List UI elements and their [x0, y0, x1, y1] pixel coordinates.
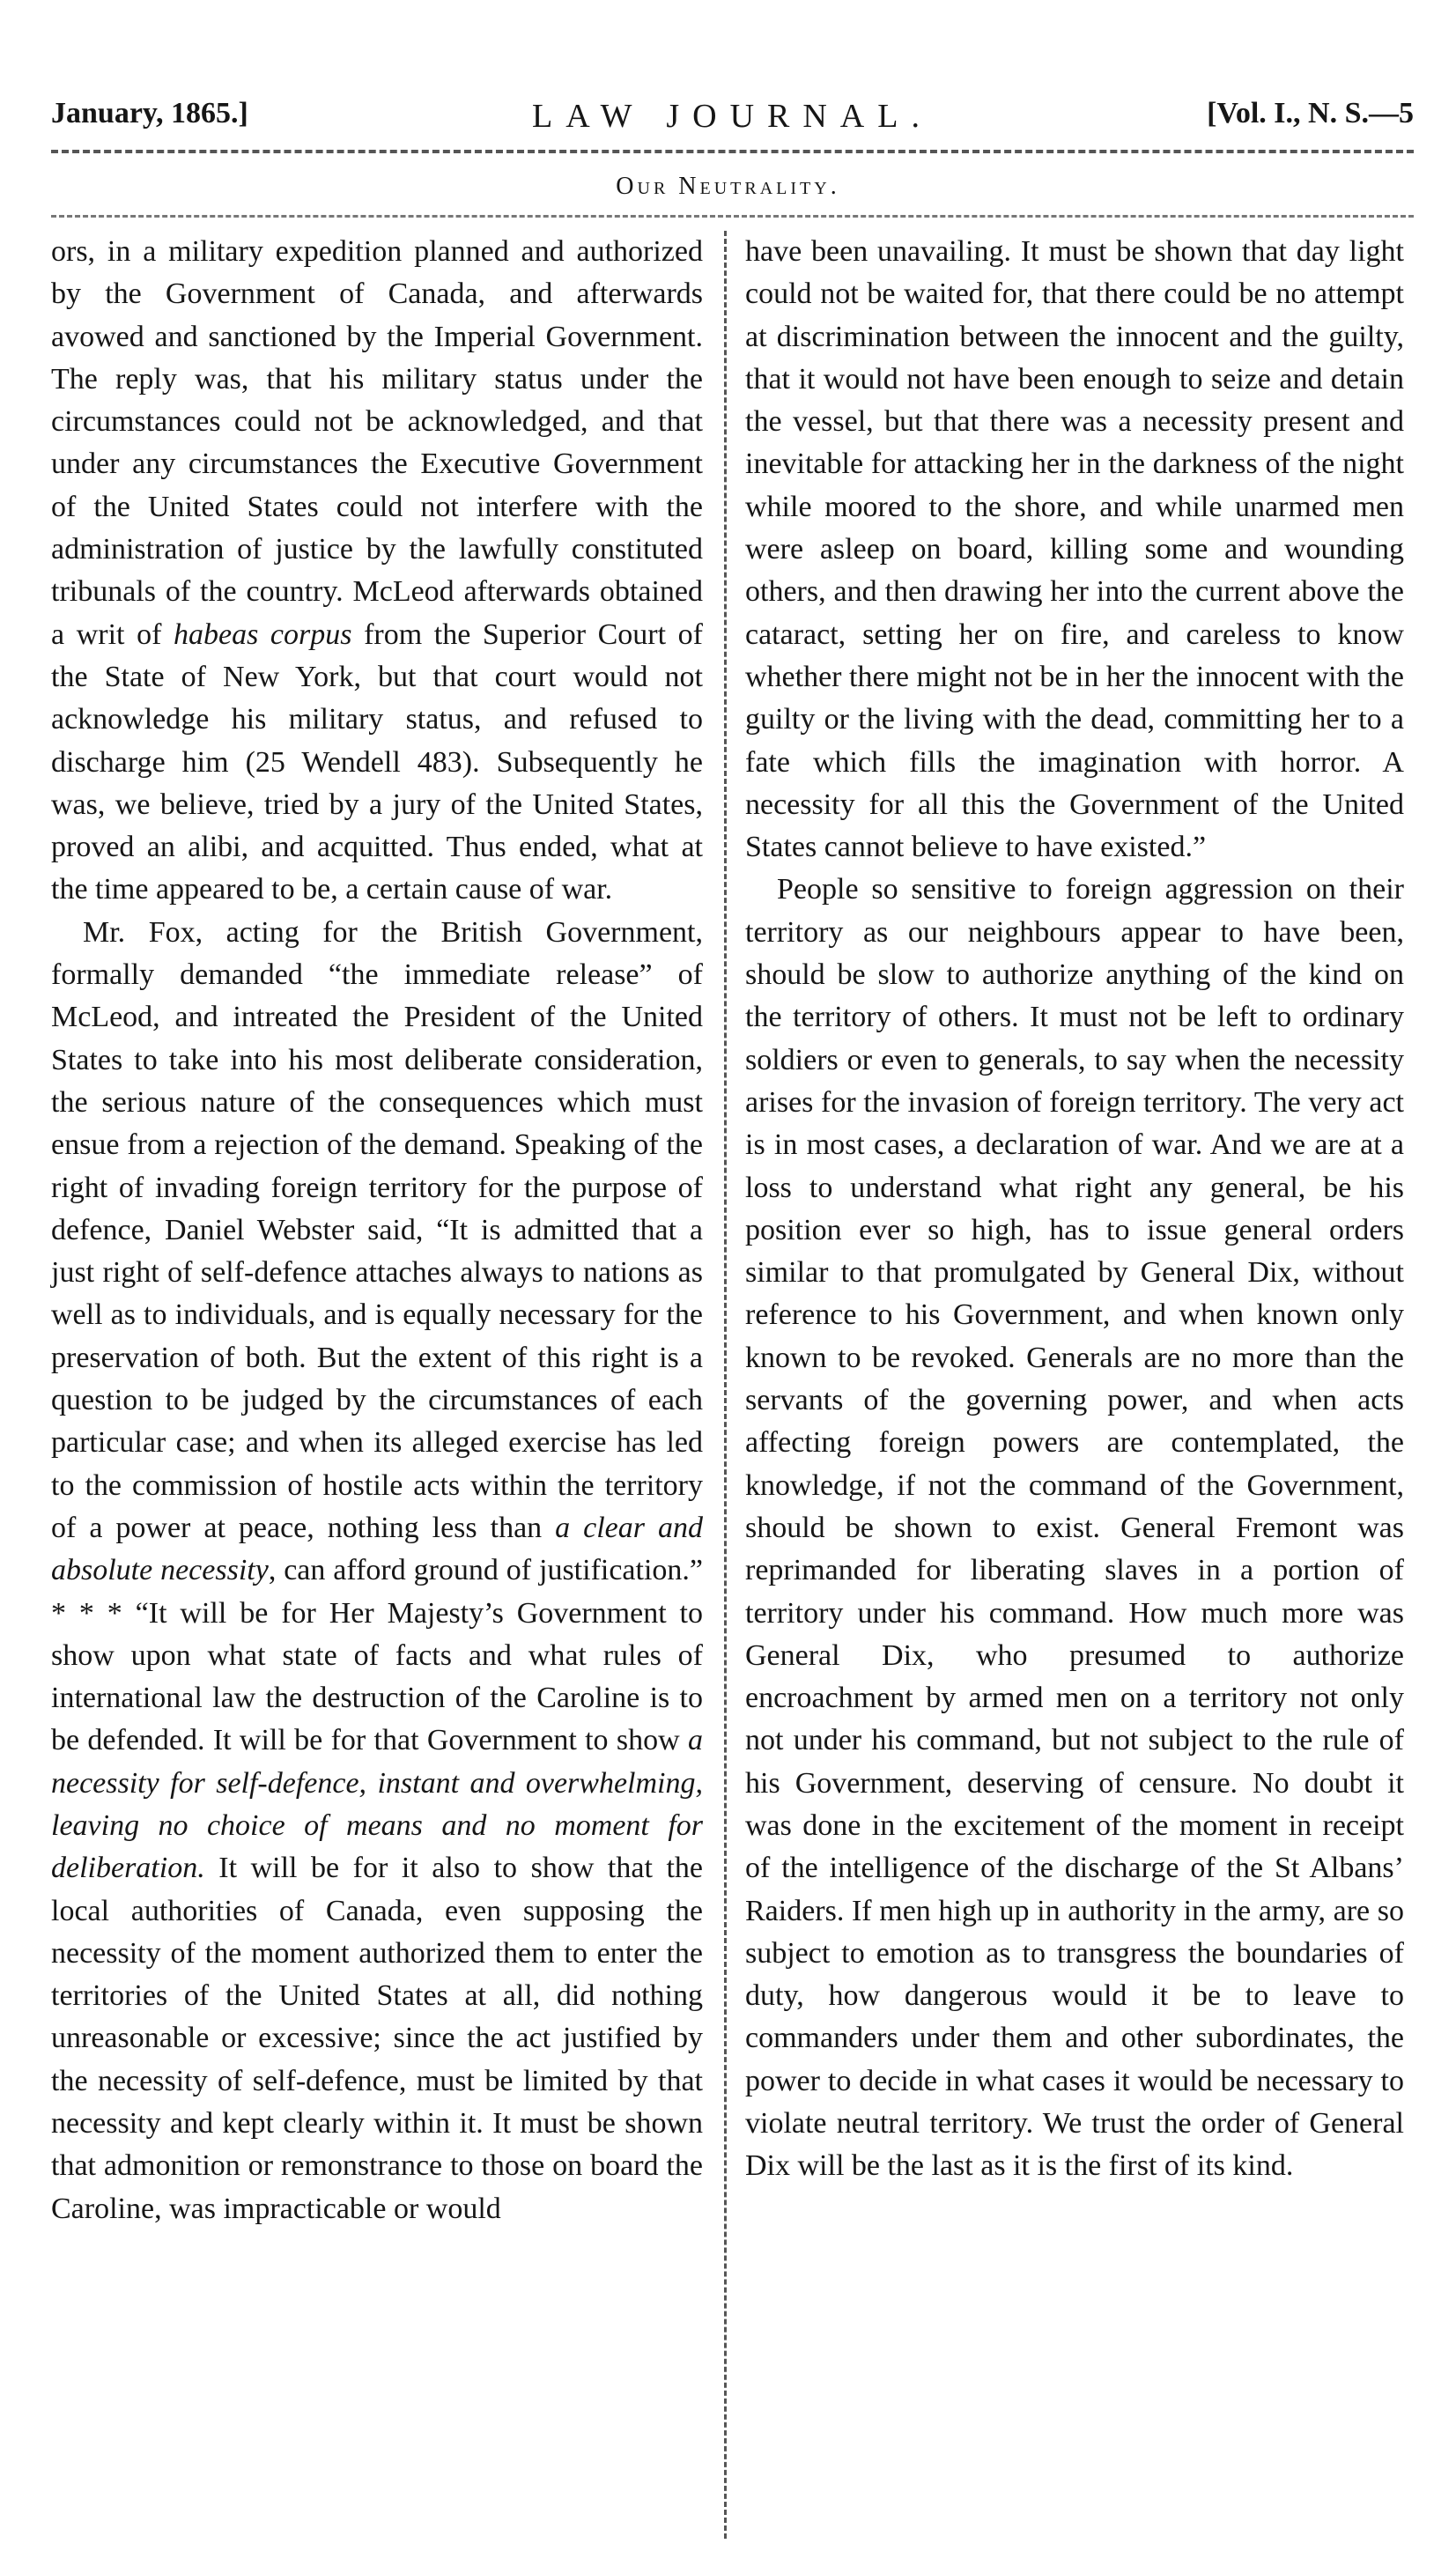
text-run: ors, in a military expedition planned and authorized by the Government of Canada, and afterwards avowed and sanctioned by the Imperial Government. The reply was, that his military status under the circumstances could not be acknowledged, and that under any circumstances the Executive Government of the United States could not interfere with the administration of justice by the lawfully constituted tribunals of the country. McLeod afterwards obtained a writ of — [51, 235, 703, 651]
right-column — [745, 231, 1404, 2188]
paragraph — [51, 231, 703, 912]
italic-text: a necessity for self-defence, instant and overwhelming, leaving no choice of means and no moment for deliberation. — [51, 1724, 703, 1885]
text-run: from the Superior Court of the State of New York, but that court would not acknowledge his military status, and refused to discharge him (25 Wendell 483). Subsequently he was, we believe, tried by a jury of the United States, proved an alibi, and acquitted. Thus ended, what at the time appeared to be, a certain cause of war. — [51, 617, 703, 906]
text-run: , can afford ground of justification.” * * * “It will be for Her Majesty’s Government to show upon what state of facts and what rules of international law the destruction of the Caroline is to be defended. It will be for that Government to show — [51, 1554, 704, 1757]
left-column — [51, 231, 703, 2230]
column-divider — [724, 231, 727, 2539]
section-rule — [51, 215, 1414, 218]
text-run: Mr. Fox, acting for the British Government, formally demanded “the immediate release” of McLeod, and intreated the President of the United States to take into his most deliberate consideration, the serious nature of the consequences which must ensue from a rejection of the demand. Speaking of the right of invading foreign territory for the purpose of defence, Daniel Webster said, “It is admitted that a just right of self-defence attaches always to nations as well as to individuals, and is equally necessary for the preservation of both. But the extent of this right is a question to be judged by the circumstances of each particular case; and when its alleged exercise has led to the commission of hostile acts within the territory of a power at peace, nothing less than — [51, 915, 703, 1544]
running-header — [51, 97, 1414, 150]
italic-text: a clear and absolute necessity — [51, 1511, 703, 1587]
paragraph — [51, 912, 703, 2230]
section-title: Our Neutrality. — [616, 173, 840, 200]
header-volume: [Vol. I., N. S.—5 — [1207, 97, 1414, 129]
paragraph: have been unavailing. It must be shown that day light could not be waited for, that there could be no attempt at discrimination between the innocent and the guilty, that it would not have been enough to seize and detain the vessel, but that there was a necessity present and inevitable for attacking her in the darkness of the night while moored to the shore, and while unarmed men were asleep on board, killing some and wounding others, and then drawing her into the current above the cataract, setting her on fire, and careless to know whether there might not be in her the innocent with the guilty or the living with the dead, committing her to a fate which fills the imagination with horror. A necessity for all this the Government of the United States cannot believe to have existed.” — [745, 235, 1404, 864]
header-rule — [51, 150, 1414, 153]
italic-text: habeas corpus — [174, 617, 352, 651]
header-date: January, 1865.] — [51, 97, 248, 129]
paragraph: People so sensitive to foreign aggression on their territory as our neighbours appear to have been, should be slow to authorize anything of the kind on the territory of others. It must not be left to ordinary soldiers or even to generals, to say when the necessity arises for the invasion of foreign territory. The very act is in most cases, a declaration of war. And we are at a loss to understand what right any general, be his position ever so high, has to issue general orders similar to that promulgated by General Dix, without reference to his Government, and when known only known to be revoked. Generals are no more than the servants of the governing power, and when acts affecting foreign powers are contemplated, the knowledge, if not the command of the Government, should be shown to exist. General Fremont was reprimanded for liberating slaves in a portion of territory under his command. How much more was General Dix, who presumed to authorize encroachment by armed men on a territory not only not under his command, but not subject to the rule of his Government, deserving of censure. No doubt it was done in the excitement of the moment in receipt of the intelligence of the discharge of the St Albans’ Raiders. If men high up in authority in the army, are so subject to emotion as to transgress the boundaries of duty, how dangerous would it be to leave to commanders under them and other subordinates, the power to decide in what cases it would be necessary to violate neutral territory. We trust the order of General Dix will be the last as it is the first of its kind. — [745, 873, 1404, 2183]
journal-title: LAW JOURNAL. — [532, 98, 933, 135]
text-run: It will be for it also to show that the local authorities of Canada, even supposing the necessity of the moment authorized them to enter the territories of the United States at all, did nothing unreasonable or excessive; since the act justified by the necessity of self-defence, must be limited by that necessity and kept clearly within it. It must be shown that admonition or remonstrance to those on board the Caroline, was impracticable or would — [51, 1852, 703, 2225]
